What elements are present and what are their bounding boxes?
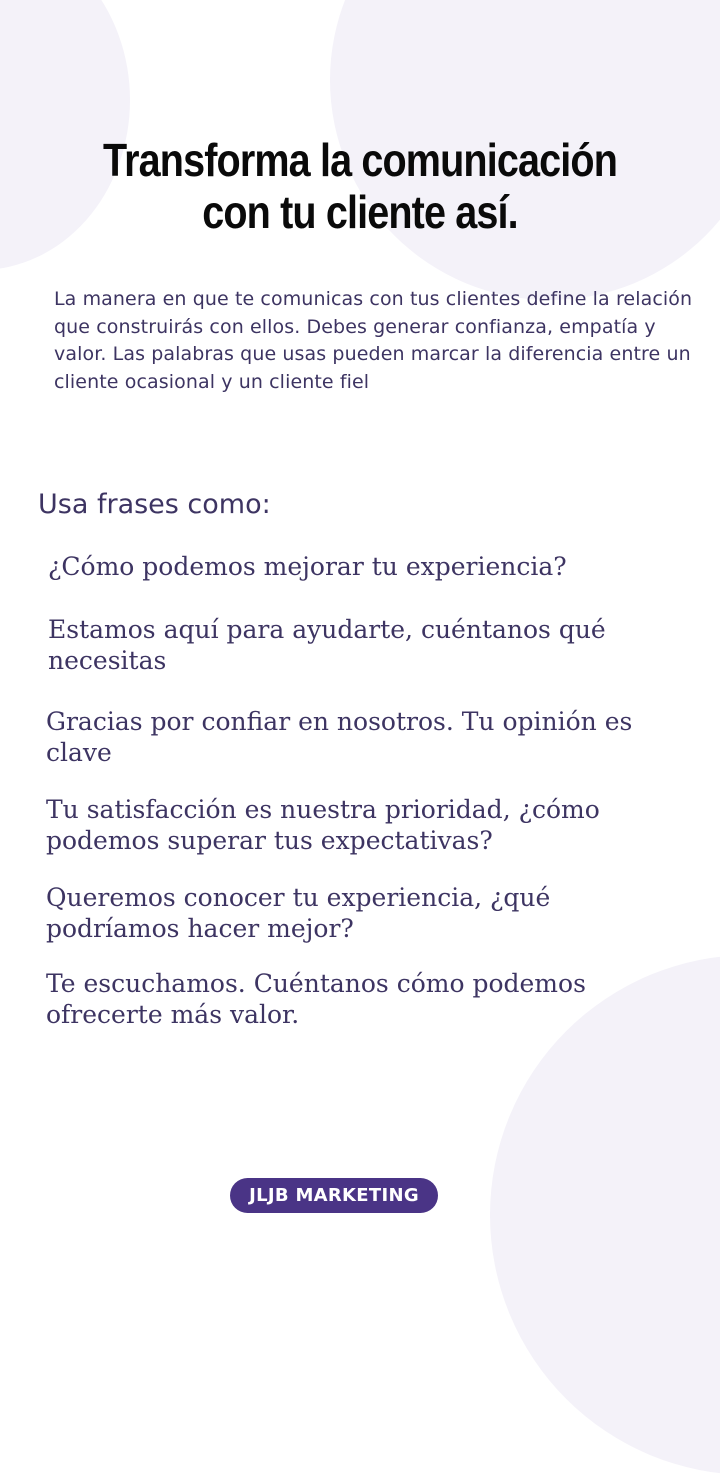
phrase-item: Estamos aquí para ayudarte, cuéntanos qué necesitas [48,615,606,675]
intro-paragraph: La manera en que te comunicas con tus clientes define la relación que construirás con ellos. Debes generar confianza, empatía y valor. Las palabras que usas pueden marcar la diferencia entre un cliente ocasional y un cliente fiel [54,288,693,393]
brand-badge: JLJB MARKETING [230,1178,438,1213]
phrase-item: ¿Cómo podemos mejorar tu experiencia? [48,552,567,581]
decorative-circle-bottom-right [490,955,720,1475]
phrase-item: Te escuchamos. Cuéntanos cómo podemos ofrecerte más valor. [46,969,586,1029]
phrase-item: Gracias por confiar en nosotros. Tu opinión es clave [46,707,633,767]
phrases-heading: Usa frases como: [38,489,271,520]
phrase-item: Tu satisfacción es nuestra prioridad, ¿cómo podemos superar tus expectativas? [46,795,600,855]
page-title: Transforma la comunicación con tu cliente así. [102,134,618,238]
phrase-item: Queremos conocer tu experiencia, ¿qué podríamos hacer mejor? [46,883,551,943]
